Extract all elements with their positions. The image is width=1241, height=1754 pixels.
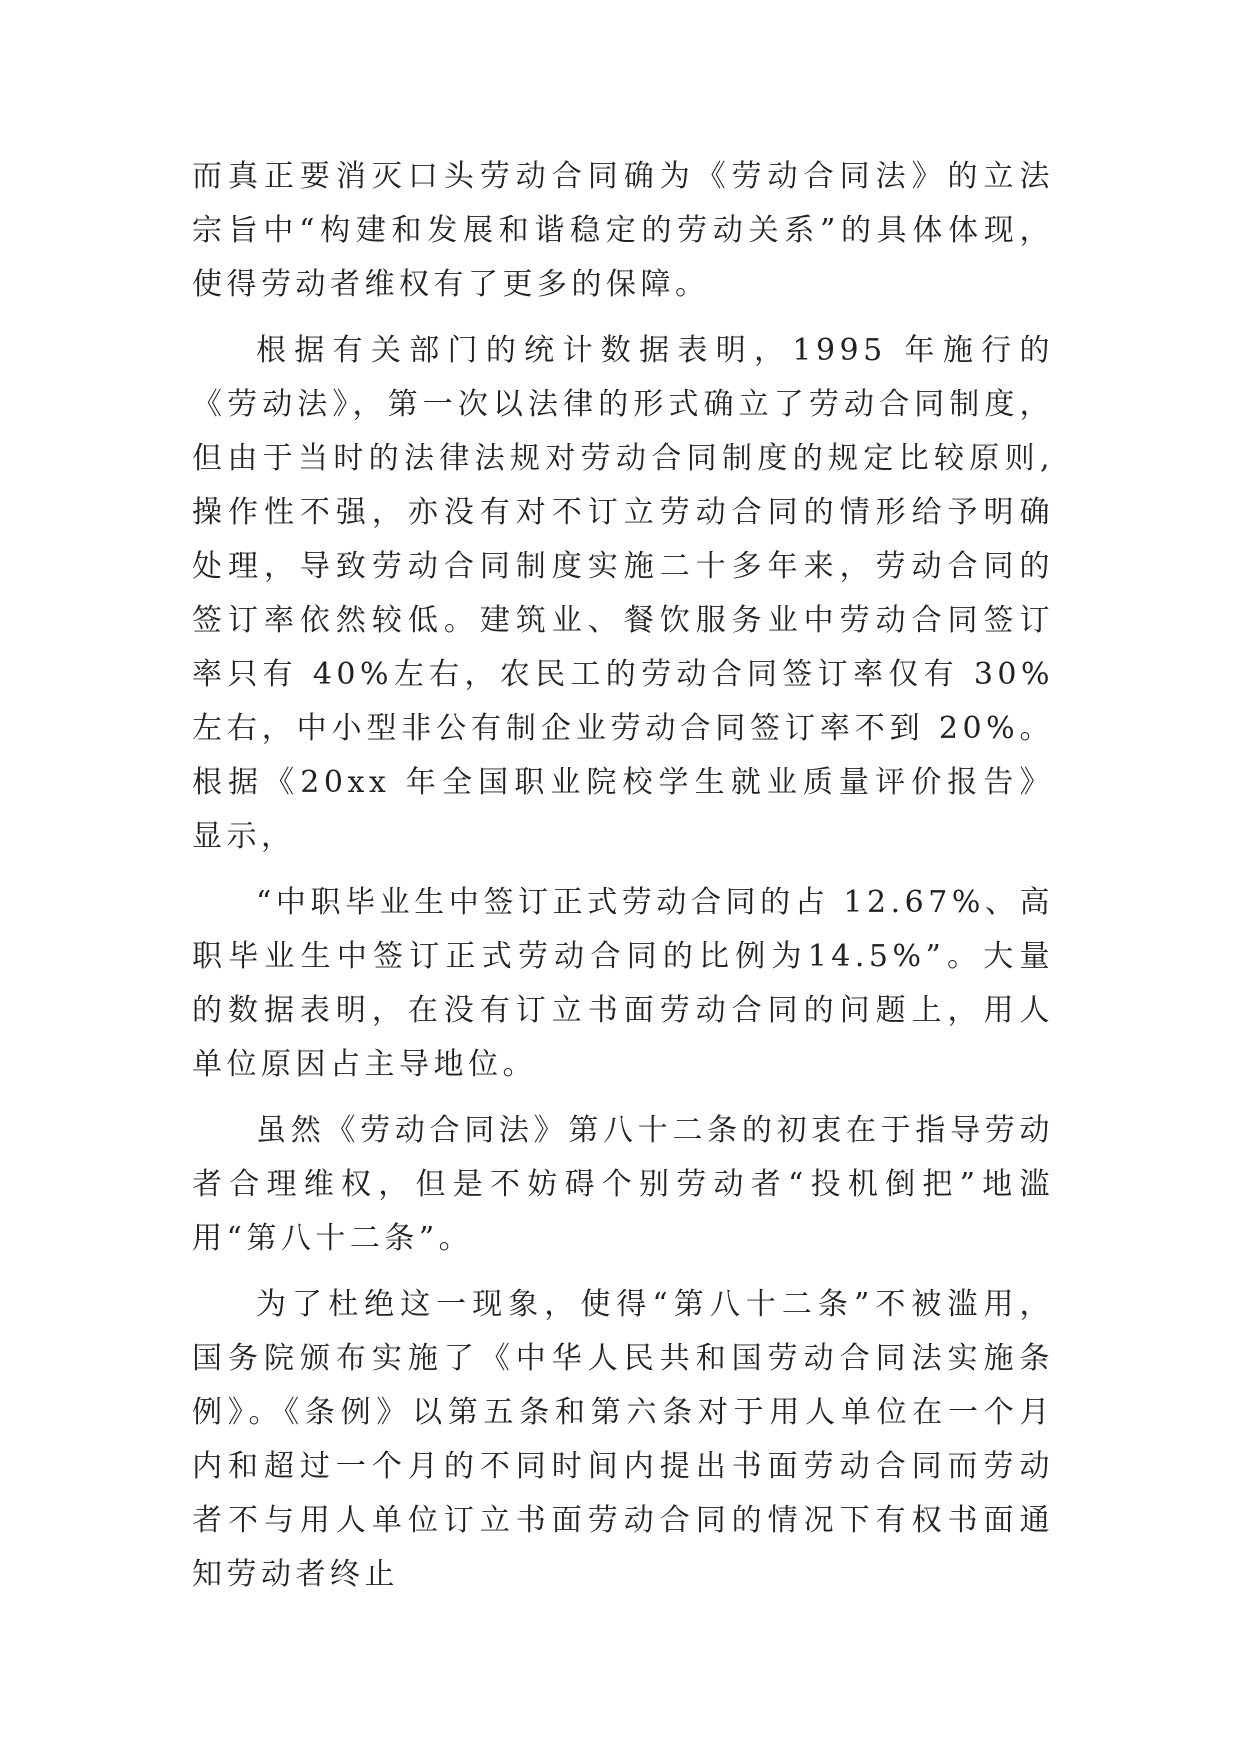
paragraph-1: 而真正要消灭口头劳动合同确为《劳动合同法》的立法宗旨中“构建和发展和谐稳定的劳动关系”的具体体现，使得劳动者维权有了更多的保障。 (192, 159, 1054, 302)
paragraph-5: 为了杜绝这一现象，使得“第八十二条”不被滥用，国务院颁布实施了《中华人民共和国劳动合同法实施条例》。《条例》以第五条和第六条对于用人单位在一个月内和超过一个月的不同时间内提出书面劳动合同而劳动者不与用人单位订立书面劳动合同的情况下有权书面通知劳动者终止 (192, 1287, 1054, 1592)
document-body (192, 150, 1054, 1614)
paragraph-3: “中职毕业生中签订正式劳动合同的占 12.67%、高职毕业生中签订正式劳动合同的比例为14.5%”。大量的数据表明，在没有订立书面劳动合同的问题上，用人单位原因占主导地位。 (192, 885, 1054, 1082)
paragraph-2: 根据有关部门的统计数据表明，1995 年施行的《劳动法》，第一次以法律的形式确立了劳动合同制度，但由于当时的法律法规对劳动合同制度的规定比较原则,操作性不强，亦没有对不订立劳动合同的情形给予明确处理，导致劳动合同制度实施二十多年来，劳动合同的签订率依然较低。建筑业、餐饮服务业中劳动合同签订率只有 40%左右，农民工的劳动合同签订率仅有 30%左右，中小型非公有制企业劳动合同签订率不到 20%。根据《20xx 年全国职业院校学生就业质量评价报告》显示， (192, 333, 1054, 854)
paragraph-4: 虽然《劳动合同法》第八十二条的初衷在于指导劳动者合理维权，但是不妨碍个别劳动者“投机倒把”地滥用“第八十二条”。 (192, 1113, 1054, 1256)
